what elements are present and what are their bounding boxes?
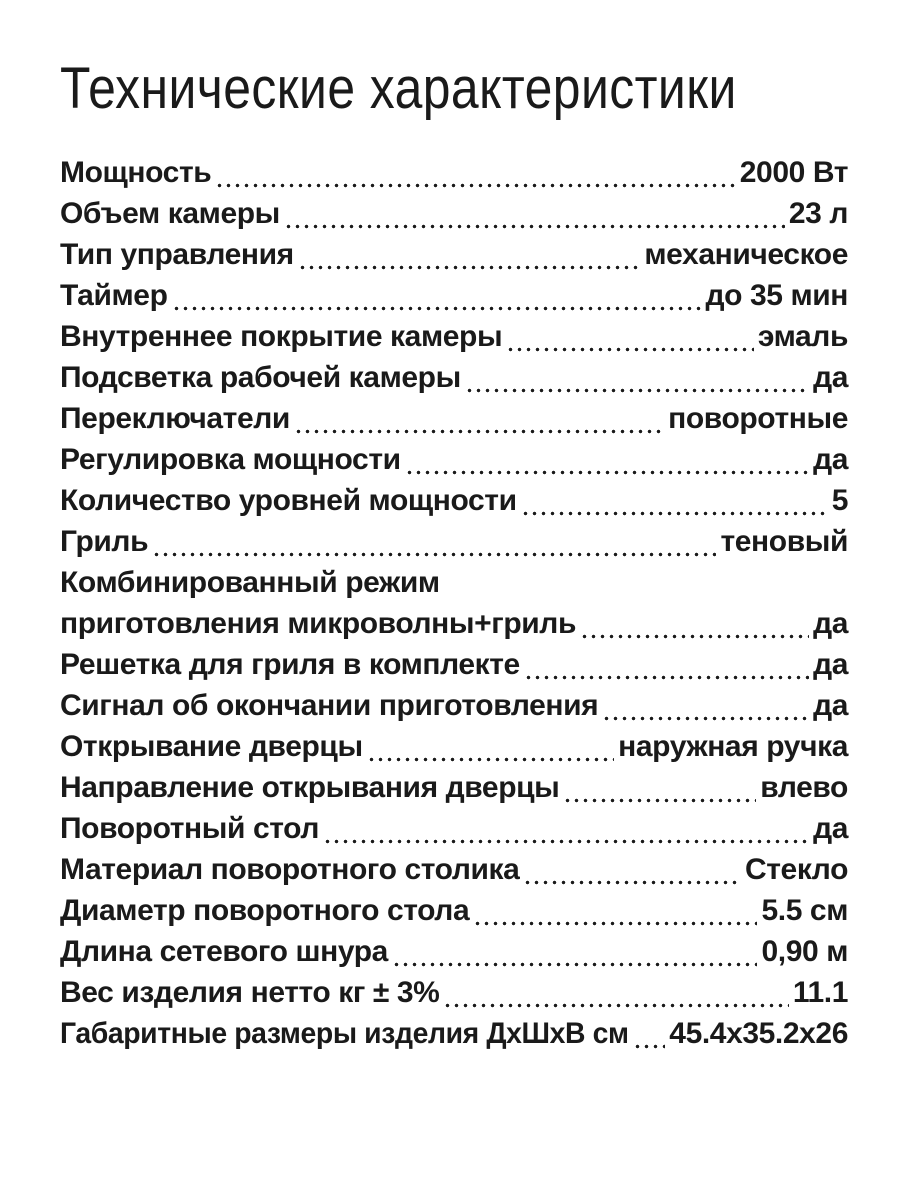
dot-leader	[523, 849, 741, 890]
spec-value: 0,90 м	[761, 935, 848, 968]
spec-row	[60, 275, 848, 316]
spec-label: Переключатели	[60, 402, 290, 435]
spec-label: Гриль	[60, 525, 149, 558]
spec-value: до 35 мин	[705, 279, 848, 312]
dot-leader	[367, 726, 614, 767]
dot-leader	[392, 931, 758, 972]
spec-value: да	[813, 648, 848, 681]
spec-value: 2000 Вт	[739, 156, 848, 189]
spec-label: Объем камеры	[60, 197, 280, 230]
spec-label: Таймер	[60, 279, 168, 312]
dot-leader	[405, 439, 809, 480]
dot-leader	[506, 316, 754, 357]
spec-value: поворотные	[668, 402, 848, 435]
dot-leader	[443, 972, 788, 1013]
dot-leader	[473, 890, 757, 931]
dot-leader	[563, 767, 756, 808]
spec-label: Диаметр поворотного стола	[60, 894, 470, 927]
spec-label-line	[60, 562, 848, 603]
spec-value: да	[813, 361, 848, 394]
spec-label: Вес изделия нетто кг ± 3%	[60, 976, 440, 1009]
spec-label: Мощность	[60, 156, 212, 189]
dot-leader	[602, 685, 809, 726]
dot-leader	[323, 808, 809, 849]
spec-row	[60, 808, 848, 849]
page-title: Технические характеристики	[60, 56, 737, 121]
spec-label: Материал поворотного столика	[60, 853, 520, 886]
spec-label: Комбинированный режим	[60, 566, 440, 599]
dot-leader	[215, 152, 735, 193]
spec-row	[60, 767, 848, 808]
spec-label: приготовления микроволны+гриль	[60, 607, 576, 640]
spec-row	[60, 439, 848, 480]
spec-value: Стекло	[744, 853, 848, 886]
spec-label: Поворотный стол	[60, 812, 319, 845]
spec-row	[60, 685, 848, 726]
dot-leader	[172, 275, 702, 316]
spec-value: наружная ручка	[618, 730, 848, 763]
spec-label: Длина сетевого шнура	[60, 935, 388, 968]
spec-value: 23 л	[788, 197, 848, 230]
spec-value: эмаль	[757, 320, 848, 353]
dot-leader	[294, 398, 664, 439]
spec-label: Тип управления	[60, 238, 294, 271]
spec-label: Открывание дверцы	[60, 730, 363, 763]
spec-row	[60, 726, 848, 767]
spec-value: да	[813, 443, 848, 476]
spec-row	[60, 521, 848, 562]
spec-row	[60, 193, 848, 234]
spec-row	[60, 849, 848, 890]
spec-row	[60, 931, 848, 972]
spec-value: 5	[831, 484, 848, 517]
spec-label: Габаритные размеры изделия ДхШхВ см	[60, 1017, 629, 1050]
spec-row	[60, 1013, 848, 1054]
dot-leader	[633, 1013, 666, 1054]
dot-leader	[298, 234, 641, 275]
spec-value: механическое	[644, 238, 848, 271]
spec-label: Подсветка рабочей камеры	[60, 361, 461, 394]
spec-row	[60, 316, 848, 357]
spec-value: да	[813, 607, 848, 640]
spec-row	[60, 972, 848, 1013]
spec-value: да	[813, 689, 848, 722]
spec-label: Решетка для гриля в комплекте	[60, 648, 520, 681]
dot-leader	[465, 357, 809, 398]
spec-value: 45.4x35.2x26	[669, 1017, 848, 1050]
dot-leader	[521, 480, 828, 521]
spec-row	[60, 480, 848, 521]
spec-row	[60, 357, 848, 398]
dot-leader	[524, 644, 809, 685]
spec-row	[60, 890, 848, 931]
spec-label: Сигнал об окончании приготовления	[60, 689, 599, 722]
spec-row	[60, 603, 848, 644]
spec-label: Регулировка мощности	[60, 443, 401, 476]
spec-list	[60, 152, 848, 1054]
spec-value: 5.5 см	[761, 894, 848, 927]
spec-value: влево	[760, 771, 848, 804]
dot-leader	[152, 521, 716, 562]
spec-row	[60, 398, 848, 439]
spec-label: Количество уровней мощности	[60, 484, 517, 517]
spec-row	[60, 234, 848, 275]
spec-value: теновый	[720, 525, 848, 558]
spec-label: Внутреннее покрытие камеры	[60, 320, 503, 353]
spec-row	[60, 152, 848, 193]
spec-row	[60, 644, 848, 685]
dot-leader	[284, 193, 785, 234]
spec-label: Направление открывания дверцы	[60, 771, 560, 804]
dot-leader	[580, 603, 809, 644]
spec-value: да	[813, 812, 848, 845]
spec-value: 11.1	[792, 976, 848, 1009]
